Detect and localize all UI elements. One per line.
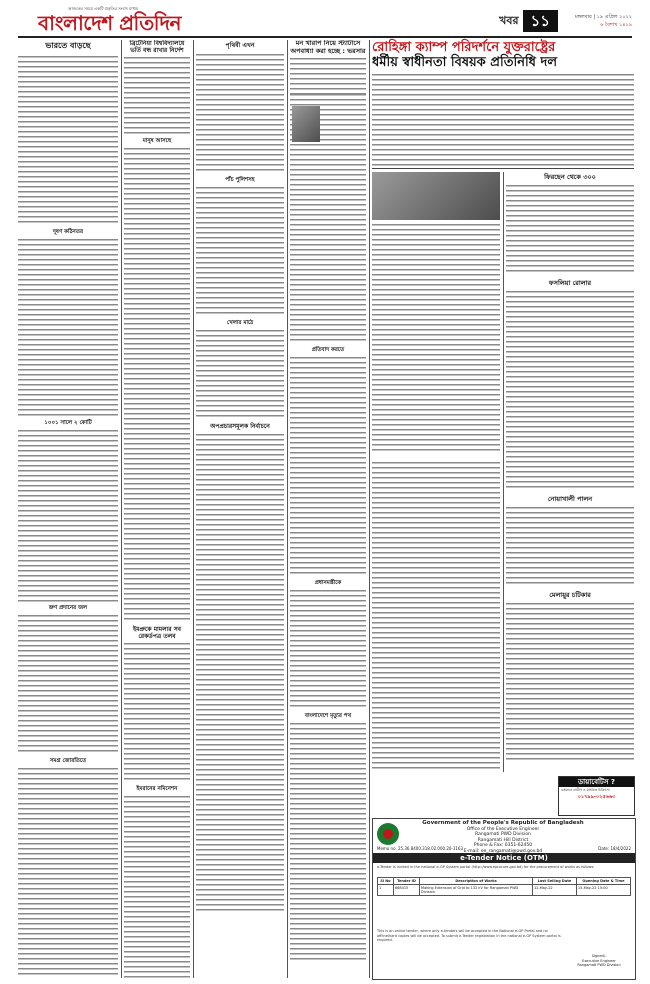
tender-table	[377, 877, 631, 896]
ad-phone: ০১৭৯৯-০২৫৬৬৩	[577, 793, 616, 800]
right-column-b	[506, 172, 634, 772]
article-body	[18, 768, 118, 978]
tender-date: Date: 18/4/2022	[598, 846, 631, 851]
column-2	[124, 40, 190, 978]
section-name: খবর	[499, 13, 519, 27]
subhead-right-2: ফসলিয়া রোলার	[548, 279, 592, 287]
tender-memo: Memo no. 25.36.8400.318.02.000.20-1163	[377, 846, 464, 851]
tender-footnote: This is an online tender, where only e-tenders will be accepted in the National e-GP Portal and no offline/hard copies will be accepted. To submit e-Tender registration in the national e-GP System portal is required.	[377, 929, 561, 942]
subhead-col4-2: প্রতিবাদ করতে	[311, 347, 345, 353]
article-body	[290, 723, 366, 963]
subhead-col3-4: অপপ্রচারসমূলক নির্বাচনে	[210, 423, 270, 430]
date-bangla-calendar: ৬ বৈশাখ ১৪২৯	[600, 22, 632, 28]
newspaper-logo: বাংলাদেশ প্রতিদিন	[38, 11, 181, 35]
article-body	[290, 357, 366, 577]
page-header-right	[499, 10, 632, 32]
subhead-col1-3: ১০০১ সালে ২ কোটি	[44, 420, 92, 426]
article-body	[18, 239, 118, 417]
table-cell: 668415	[393, 885, 419, 896]
news-photo	[292, 106, 320, 142]
subhead-col1-2: দূষণ কঠিনতর	[53, 229, 83, 235]
article-body	[196, 54, 284, 174]
subhead-col1-4: ভ্রুণ প্রদানের জল	[48, 605, 88, 611]
tender-division: Rangamati PWD Division	[475, 832, 531, 837]
subhead-col4-3: প্রধানমন্ত্রীকে	[314, 580, 342, 586]
lead-headline	[372, 40, 632, 70]
date-bangla: মঙ্গলবার | ১৯ এপ্রিল ২০২২	[574, 14, 632, 20]
column-1	[18, 40, 118, 978]
article-body	[196, 187, 284, 317]
tender-intro: e-Tender is invited in the national e-GP System portal (http://www.eprocure.gov.bd) for the procurement of works as follows:	[377, 865, 595, 869]
tender-signature	[569, 954, 629, 968]
headline-col4-1: মন খারাপ নিয়ে স্ট্যাটাসে অপবাধ্যা করা হচ্ছে : ভরসার	[290, 40, 366, 55]
tender-email: E-mail: ee_rangamati@pwd.gov.bd	[463, 848, 543, 854]
e-tender-notice	[372, 818, 636, 980]
subhead-col3-3: খেলার মাঠে	[226, 320, 254, 326]
news-photo	[372, 172, 500, 220]
government-emblem-icon	[377, 823, 399, 845]
subhead-col2-4: ইমরানের নমিনেশন	[136, 786, 178, 792]
article-body	[18, 615, 118, 755]
tender-gov: Government of the People's Republic of Bangladesh	[422, 820, 584, 826]
article-body	[18, 56, 118, 226]
table-header: Tender ID	[393, 878, 419, 885]
tender-address: Rangamati Hill District	[477, 837, 529, 843]
column-3	[196, 40, 284, 978]
table-header: Last Selling Date	[533, 878, 577, 885]
right-column-a	[372, 172, 500, 772]
headline-col2-1: ব্রিটেনিয়া বিশ্ববিদ্যালয়ে ভর্তি বন্ধ রাখার নির্দেশ	[129, 40, 185, 54]
article-body	[290, 58, 366, 94]
page-number: ১১	[523, 10, 558, 32]
headline-col3-1: পৃথিবী এখন	[225, 42, 255, 49]
date-box	[562, 13, 632, 29]
subhead-col2-2: মানুষ আসছে	[142, 138, 172, 144]
article-body	[196, 330, 284, 418]
headline-col1-1: ভারতে বাড়ছে	[45, 41, 91, 50]
lead-headline-line2: ধর্মীয় স্বাধীনতা বিষয়ক প্রতিনিধি দল	[372, 55, 558, 70]
tender-title: e-Tender Notice (OTM)	[373, 853, 635, 863]
subhead-col3-2: পাঁচ পুলিশসহ	[225, 177, 255, 183]
table-cell: 15-May-22 15:00	[576, 885, 630, 896]
tender-sign-line2: Executive Engineer	[582, 958, 616, 963]
table-cell: Making Extension of Grid to 132 kV for Rangamati PWD Division	[420, 885, 533, 896]
lead-article	[372, 74, 634, 166]
table-row	[378, 885, 631, 896]
tender-sign-line1: Signed/-	[591, 954, 607, 958]
subhead-right-4: মেলায়ুর চটিকার	[549, 591, 591, 599]
logo-tagline: আজকের সময়ে একটি প্রকৃতির সংবাদ মাধ্যম	[68, 6, 139, 11]
article-body	[506, 507, 634, 587]
headline-col2-3: ইমপ্রুকে মামলার সব রেকর্ডপত্র তলব	[132, 626, 181, 640]
article-body	[196, 434, 284, 914]
article-body	[372, 462, 500, 772]
article-body	[124, 796, 190, 978]
subhead-right-3: নোয়াখালী পালন	[547, 495, 593, 503]
table-header-row	[378, 878, 631, 885]
article-body	[506, 185, 634, 275]
tender-office: Office of the Executive Engineer	[466, 826, 540, 832]
column-4	[290, 40, 366, 978]
article-body	[506, 291, 634, 491]
ad-body: বর্তমানে গ্রামীণ ও মধ্যবিত্ত চিকিৎসা	[561, 788, 610, 792]
article-body	[124, 57, 190, 135]
table-cell: 1	[378, 885, 394, 896]
article-body	[18, 430, 118, 602]
article-body	[124, 148, 190, 623]
ad-title: ডায়াবেটিস ?	[559, 777, 634, 787]
table-cell: 12-May-22	[533, 885, 577, 896]
masthead	[18, 6, 632, 38]
article-body	[506, 603, 634, 763]
table-header: Sl No	[378, 878, 394, 885]
diabetes-advertisement	[558, 776, 635, 816]
tender-sign-line3: Rangamati PWD Division	[577, 963, 621, 967]
subhead-right-1: ফিরছেন থেকে ৩০০	[544, 173, 596, 181]
subhead-col1-5: সমগ্র জোরতিতে	[49, 758, 87, 764]
subhead-col4-4: বাংলাদেশে মৃত্যুর পথ	[304, 713, 352, 719]
tender-contact: Phone & Fax: 0351-62450	[473, 843, 533, 848]
article-body	[290, 590, 366, 710]
article-body	[372, 74, 634, 166]
lead-headline-line1: রোহিঙ্গা ক্যাম্প পরিদর্শনে যুক্তরাষ্ট্রের	[372, 40, 556, 55]
article-body	[372, 224, 500, 454]
table-header: Description of Works	[420, 878, 533, 885]
article-body	[124, 643, 190, 783]
table-header: Opening Date & Time	[576, 878, 630, 885]
